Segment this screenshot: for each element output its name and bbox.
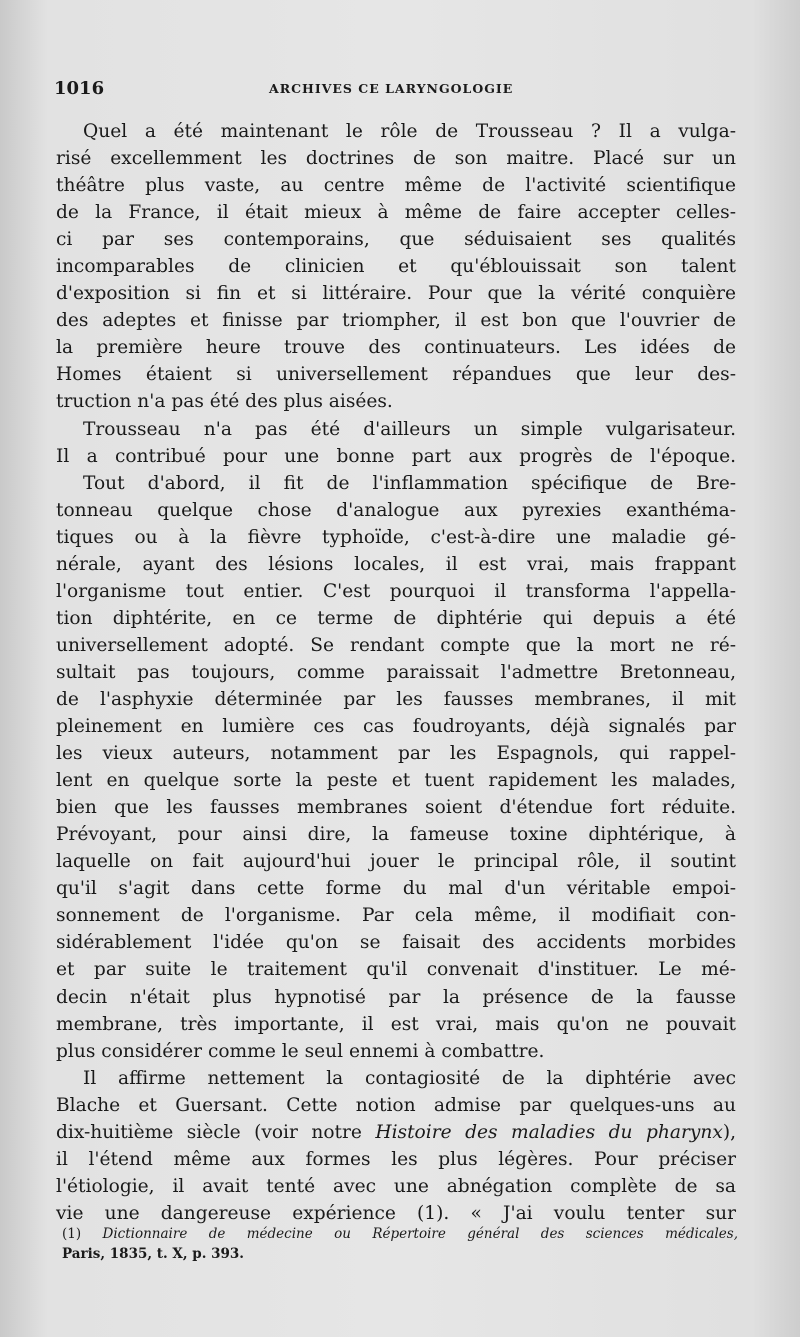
text-segment: ), — [722, 1121, 736, 1143]
text-line: risé excellemment les doctrines de son maitre. Placé sur un — [56, 148, 736, 170]
text-line: lent en quelque sorte la peste et tuent rapidement les malades, — [56, 770, 736, 792]
text-line: Tout d'abord, il fit de l'inflammation spécifique de Bre- — [83, 472, 736, 494]
text-line: la première heure trouve des continuateurs. Les idées de — [56, 337, 736, 359]
text-line: plus considérer comme le seul ennemi à combattre. — [56, 1040, 545, 1062]
text-line: de l'asphyxie déterminée par les fausses membranes, il mit — [56, 688, 736, 710]
text-line: universellement adopté. Se rendant compte que la mort ne ré- — [56, 634, 736, 656]
footnote-line — [62, 1224, 738, 1244]
text-line: truction n'a pas été des plus aisées. — [56, 391, 393, 413]
text-line: laquelle on fait aujourd'hui jouer le principal rôle, il soutint — [56, 851, 736, 873]
text-line: decin n'était plus hypnotisé par la présence de la fausse — [56, 986, 736, 1008]
page-number: 1016 — [54, 78, 105, 99]
text-line: sonnement de l'organisme. Par cela même, il modifiait con- — [56, 905, 736, 927]
footnote — [62, 1224, 738, 1264]
text-line: il l'étend même aux formes les plus légères. Pour préciser — [56, 1148, 736, 1170]
text-line: incomparables de clinicien et qu'éblouissait son talent — [56, 256, 736, 278]
text-line: tonneau quelque chose d'analogue aux pyrexies exanthéma- — [56, 499, 736, 521]
text-line: vie une dangereuse expérience (1). « J'ai voulu tenter sur — [56, 1202, 736, 1224]
italic-title: Histoire des maladies du pharynx — [375, 1121, 723, 1143]
text-line: tiques ou à la fièvre typhoïde, c'est-à-dire une maladie gé- — [56, 526, 736, 548]
text-line: et par suite le traitement qu'il convenait d'instituer. Le mé- — [56, 959, 736, 981]
body-text — [56, 118, 736, 1227]
text-line: Il affirme nettement la contagiosité de la diphtérie avec — [83, 1067, 736, 1089]
text-line: pleinement en lumière ces cas foudroyants, déjà signalés par — [56, 716, 736, 738]
text-line: qu'il s'agit dans cette forme du mal d'un véritable empoi- — [56, 878, 736, 900]
text-line: sultait pas toujours, comme paraissait l'admettre Bretonneau, — [56, 661, 736, 683]
text-line: membrane, très importante, il est vrai, mais qu'on ne pouvait — [56, 1013, 736, 1035]
text-line: nérale, ayant des lésions locales, il est vrai, mais frappant — [56, 553, 736, 575]
text-line-mixed — [56, 1119, 736, 1146]
text-line: des adeptes et finisse par triompher, il est bon que l'ouvrier de — [56, 310, 736, 332]
text-line: l'étiologie, il avait tenté avec une abnégation complète de sa — [56, 1175, 736, 1197]
text-line: Il a contribué pour une bonne part aux progrès de l'époque. — [56, 445, 736, 467]
text-line: bien que les fausses membranes soient d'étendue fort réduite. — [56, 797, 736, 819]
text-line: les vieux auteurs, notamment par les Espagnols, qui rappel- — [56, 743, 736, 765]
page-header — [54, 78, 754, 100]
text-line: Prévoyant, pour ainsi dire, la fameuse toxine diphtérique, à — [56, 824, 736, 846]
text-line: ci par ses contemporains, que séduisaient ses qualités — [56, 229, 736, 251]
text-line: Homes étaient si universellement répandues que leur des- — [56, 364, 736, 386]
running-title: ARCHIVES CE LARYNGOLOGIE — [269, 81, 514, 96]
text-line: tion diphtérite, en ce terme de diphtérie qui depuis a été — [56, 607, 736, 629]
text-line: Blache et Guersant. Cette notion admise par quelques-uns au — [56, 1094, 736, 1116]
text-line: sidérablement l'idée qu'on se faisait des accidents morbides — [56, 932, 736, 954]
text-line: de la France, il était mieux à même de faire accepter celles- — [56, 202, 736, 224]
text-line: Quel a été maintenant le rôle de Trousseau ? Il a vulga- — [83, 121, 736, 142]
text-line: Trousseau n'a pas été d'ailleurs un simple vulgarisateur. — [83, 418, 736, 440]
text-segment: dix-huitième siècle (voir notre — [56, 1121, 376, 1143]
text-line: d'exposition si fin et si littéraire. Pour que la vérité conquière — [56, 283, 736, 305]
footnote-citation: Paris, 1835, t. X, p. 393. — [62, 1246, 244, 1262]
footnote-mark: (1) — [62, 1226, 82, 1242]
text-line: théâtre plus vaste, au centre même de l'activité scientifique — [56, 175, 736, 197]
footnote-reference: Dictionnaire de médecine ou Répertoire général des sciences médicales, — [102, 1226, 739, 1242]
text-line: l'organisme tout entier. C'est pourquoi il transforma l'appella- — [56, 580, 736, 602]
